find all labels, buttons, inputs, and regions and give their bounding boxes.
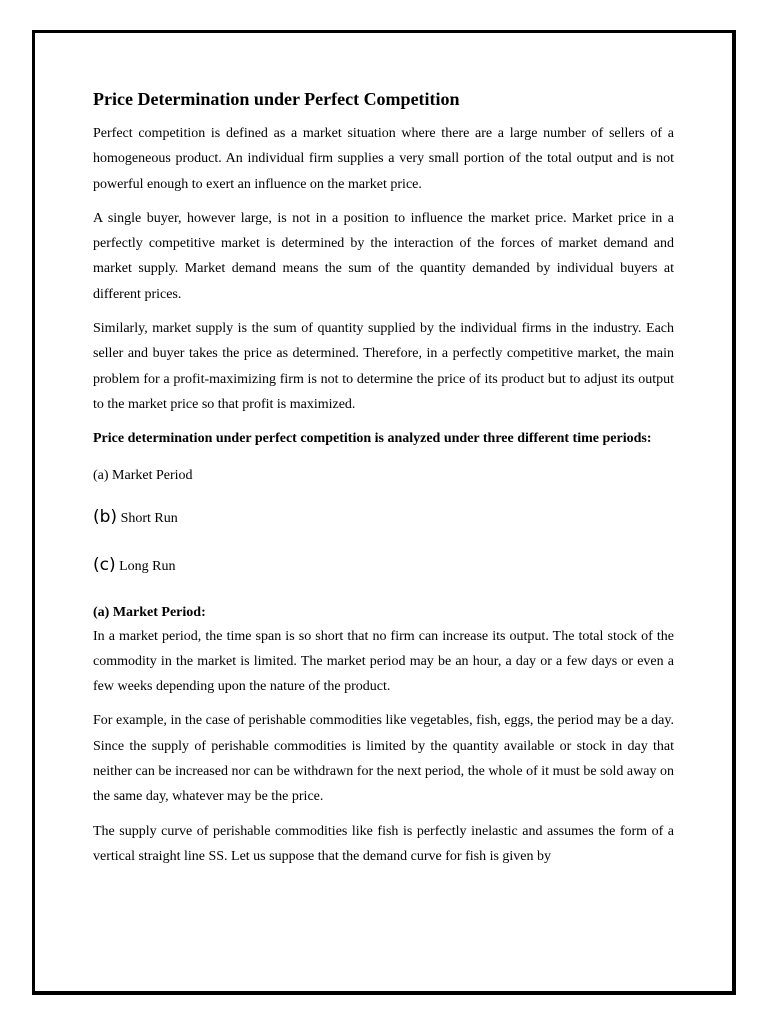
period-item-market [93, 466, 674, 486]
period-marker: (b) [93, 506, 118, 527]
paragraph-1: Perfect competition is defined as a market situation where there are a large number of sellers of a homogeneous product. An individual firm supplies a very small portion of the total output and is not powerful enough to exert an influence on the market price. [93, 126, 674, 192]
period-marker: (a) [93, 467, 109, 483]
period-label: Market Period [112, 467, 193, 483]
period-item-long-run [93, 555, 674, 577]
time-periods-statement: Price determination under perfect competition is analyzed under three different time periods: [93, 431, 652, 447]
paragraph-3: Similarly, market supply is the sum of quantity supplied by the individual firms in the industry. Each seller and buyer takes the price as determined. Therefore, in a perfectly competitive market, the main problem for a profit-maximizing firm is not to determine the price of its product but to adjust its output to the market price so that profit is maximized. [93, 321, 674, 412]
document-title: Price Determination under Perfect Competition [93, 89, 460, 109]
period-label: Short Run [120, 510, 178, 526]
section-paragraph-1: In a market period, the time span is so short that no firm can increase its output. The total stock of the commodity in the market is limited. The market period may be an hour, a day or a few days or even a few weeks depending upon the nature of the product. [93, 628, 674, 695]
period-label: Long Run [119, 558, 176, 574]
section-heading-market-period: (a) Market Period: [93, 604, 206, 620]
period-item-short-run [93, 507, 674, 529]
paragraph-2: A single buyer, however large, is not in a position to influence the market price. Market price in a perfectly competitive market is determined by the interaction of the forces of market demand and market supply. Market demand means the sum of the quantity demanded by individual buyers at different prices. [93, 210, 674, 302]
section-paragraph-3: The supply curve of perishable commodities like fish is perfectly inelastic and assumes the form of a vertical straight line SS. Let us suppose that the demand curve for fish is given by [93, 823, 674, 864]
period-marker: (c) [93, 554, 116, 575]
document-body [93, 86, 674, 878]
section-paragraph-2: For example, in the case of perishable commodities like vegetables, fish, eggs, the period may be a day. Since the supply of perishable commodities is limited by the quantity available or stock in day that neither can be increased nor can be withdrawn for the next period, the whole of it must be sold away on the same day, whatever may be the price. [93, 713, 674, 805]
